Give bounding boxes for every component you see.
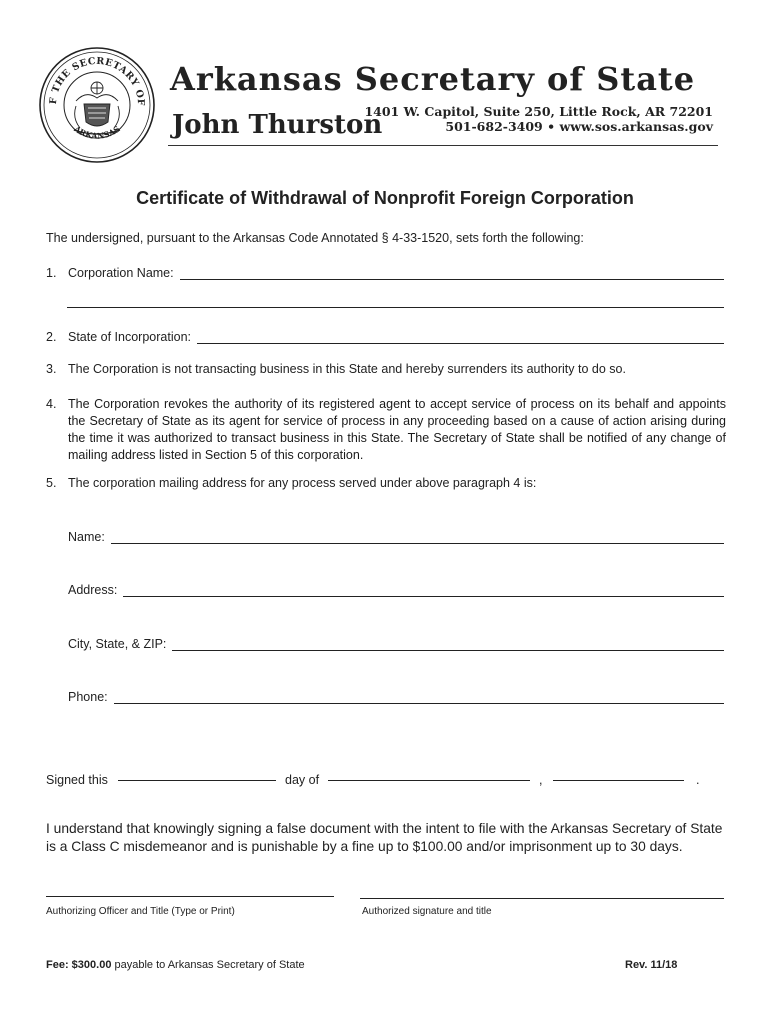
item-4-text: The Corporation revokes the authority of its registered agent to accept service of process on its behalf and appoints the Secretary of State as its agent for service of process in any proceeding based on a cause of action arising during the time it was authorized to transact business in this State. The Secretary of State shall be notified of any change of mailing address listed in Section 5 of this corporation. <box>68 397 726 462</box>
item-number: 1. <box>46 266 57 280</box>
officer-name-input[interactable] <box>46 896 334 897</box>
officer-caption: Authorizing Officer and Title (Type or Print) <box>46 906 235 917</box>
item-4 <box>46 396 726 464</box>
mailing-name-input[interactable] <box>111 532 724 544</box>
signed-month-input[interactable] <box>328 780 530 781</box>
corporation-name-input-line2[interactable] <box>67 307 724 308</box>
mailing-address-input[interactable] <box>123 585 724 597</box>
city-state-zip-field <box>68 637 724 651</box>
state-seal <box>38 46 156 164</box>
item-number: 2. <box>46 330 57 344</box>
state-of-incorporation-field <box>46 330 724 344</box>
phone-field <box>68 690 724 704</box>
corporation-name-input[interactable] <box>180 268 724 280</box>
state-of-incorporation-label: State of Incorporation: <box>68 330 191 344</box>
mailing-name-label: Name: <box>68 530 105 544</box>
seal-top-text: F THE SECRETARY OF <box>47 55 147 107</box>
official-name: John Thurston <box>172 110 383 140</box>
organization-title: Arkansas Secretary of State <box>170 60 696 98</box>
day-of-label: day of <box>285 773 320 787</box>
contact-block <box>364 104 713 134</box>
city-state-zip-input[interactable] <box>172 639 724 651</box>
item-number: 5. <box>46 476 57 490</box>
mailing-address-field <box>68 583 724 597</box>
item-5-text: The corporation mailing address for any process served under above paragraph 4 is: <box>68 476 537 490</box>
mailing-name-field <box>68 530 724 544</box>
fee-amount: Fee: $300.00 <box>46 959 112 971</box>
phone-input[interactable] <box>114 692 724 704</box>
item-3-text: The Corporation is not transacting business in this State and hereby surrenders its authority to do so. <box>68 362 626 376</box>
address-line: 1401 W. Capitol, Suite 250, Little Rock, AR 72201 <box>364 104 713 119</box>
city-state-zip-label: City, State, & ZIP: <box>68 637 167 651</box>
header-divider <box>168 145 718 146</box>
signed-this-label: Signed this <box>46 773 108 787</box>
revision-label: Rev. 11/18 <box>625 959 678 971</box>
svg-text:SEAL OF THE SECRETARY OF STATE <box>38 46 146 106</box>
item-number: 4. <box>46 397 57 411</box>
phone-label: Phone: <box>68 690 108 704</box>
signature-caption: Authorized signature and title <box>362 906 492 917</box>
item-3 <box>46 362 626 376</box>
corporation-name-label: Corporation Name: <box>68 266 174 280</box>
item-5 <box>46 476 536 490</box>
seal-bottom-text: ARKANSAS <box>72 123 122 141</box>
corporation-name-field <box>46 266 724 280</box>
comma-separator: , <box>539 773 543 787</box>
state-of-incorporation-input[interactable] <box>197 332 724 344</box>
fee-text <box>46 959 305 971</box>
item-number: 3. <box>46 362 57 376</box>
intro-text: The undersigned, pursuant to the Arkansas Code Annotated § 4-33-1520, sets forth the following: <box>46 231 584 245</box>
mailing-address-label: Address: <box>68 583 118 597</box>
document-title: Certificate of Withdrawal of Nonprofit Foreign Corporation <box>136 188 634 208</box>
signed-year-input[interactable] <box>553 780 684 781</box>
fee-payable: payable to Arkansas Secretary of State <box>111 959 305 971</box>
signature-input[interactable] <box>360 898 724 899</box>
perjury-warning: I understand that knowingly signing a false document with the intent to file with the Arkansas Secretary of State is a Class C misdemeanor and is punishable by a fine up to $100.00 and/or imprisonment up to 30 days. <box>46 821 723 854</box>
contact-line: 501-682-3409 • www.sos.arkansas.gov <box>445 119 713 134</box>
period-mark: . <box>696 773 700 787</box>
signed-day-input[interactable] <box>118 780 276 781</box>
